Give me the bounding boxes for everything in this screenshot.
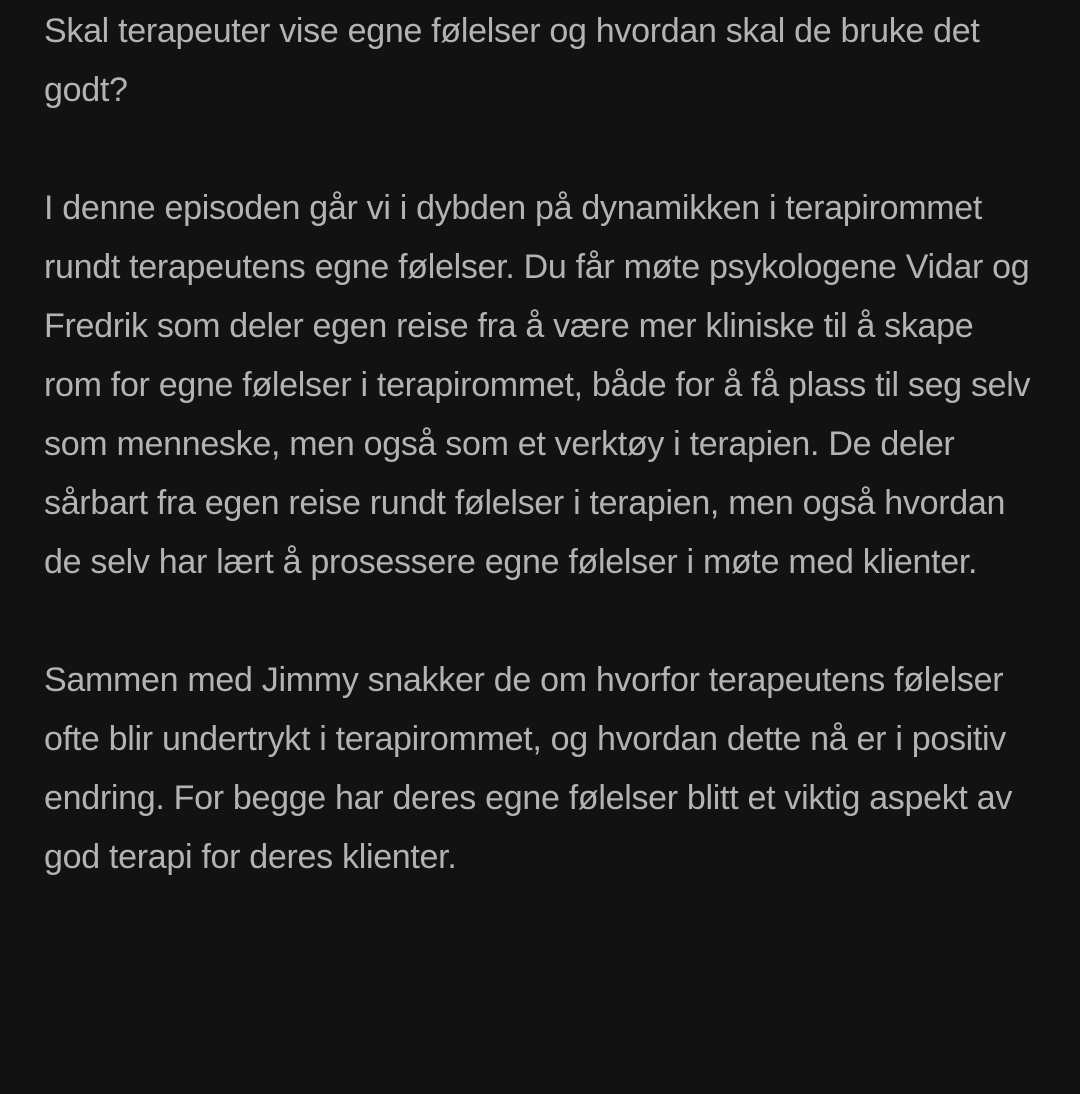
description-paragraph-intro: I denne episoden går vi i dybden på dynamikken i terapirommet rundt terapeutens egne følelser. Du får møte psykologene Vidar og Fredrik som deler egen reise fra å være mer kliniske til å skape rom for egne følelser i terapirommet, både for å få plass til seg selv som menneske, men også som et verktøy i terapien. De deler sårbart fra egen reise rundt følelser i terapien, men også hvordan de selv har lært å prosessere egne følelser i møte med klienter.: [44, 189, 1031, 581]
description-paragraph-question: Skal terapeuter vise egne følelser og hvordan skal de bruke det godt?: [44, 12, 980, 109]
description-paragraph-outro: Sammen med Jimmy snakker de om hvorfor terapeutens følelser ofte blir undertrykt i terapirommet, og hvordan dette nå er i positiv endring. For begge har deres egne følelser blitt et viktig aspekt av god terapi for deres klienter.: [44, 661, 1013, 876]
